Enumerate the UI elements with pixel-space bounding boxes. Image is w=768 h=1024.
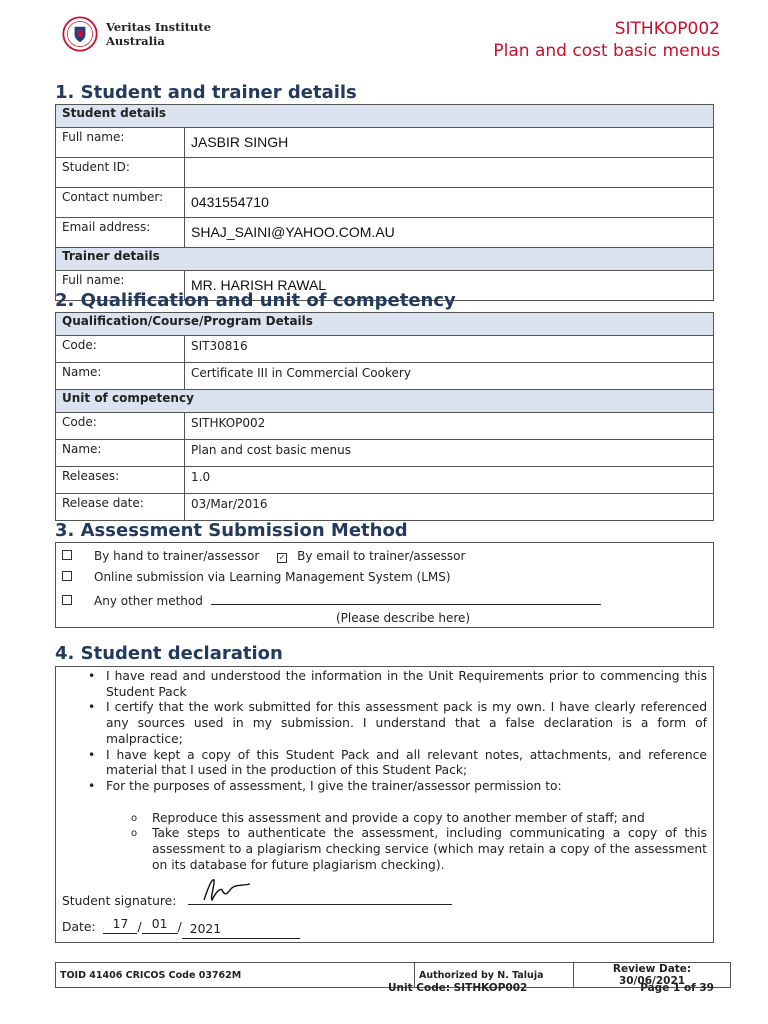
checkbox-other[interactable]	[62, 595, 72, 605]
header-unit-code: SITHKOP002	[614, 19, 720, 39]
releases-value: 1.0	[185, 467, 714, 494]
declaration-item-1: • I have read and understood the information in the Unit Requirements prior to commencing this Student Pack	[56, 669, 713, 700]
footer-unit-code: Unit Code: SITHKOP002	[388, 982, 528, 994]
opt-lms-label: Online submission via Learning Management System (LMS)	[94, 570, 451, 584]
section3-title: 3. Assessment Submission Method	[55, 520, 408, 541]
qual-code-label: Code:	[56, 336, 185, 363]
section1-title: 1. Student and trainer details	[55, 82, 357, 103]
opt-other-label: Any other method	[94, 594, 203, 608]
student-trainer-table	[55, 104, 714, 301]
qual-name-label: Name:	[56, 363, 185, 390]
declaration-item-3: • I have kept a copy of this Student Pack and all relevant notes, attachments, and reference material that I used in the production of this Student Pack;	[56, 748, 713, 779]
unit-code-value: SITHKOP002	[185, 413, 714, 440]
qualification-heading: Qualification/Course/Program Details	[56, 313, 714, 336]
permission-item-1: o Reproduce this assessment and provide a copy to another member of staff; and	[56, 811, 713, 827]
qual-code-value: SIT30816	[185, 336, 714, 363]
org-name-line1: Veritas Institute	[106, 20, 212, 34]
footer-toid: TOID 41406 CRICOS Code 03762M	[56, 963, 415, 988]
date-year-field[interactable]: 2021	[182, 922, 300, 939]
footer-page-number: Page 1 of 39	[640, 982, 714, 994]
submission-method-box	[55, 542, 714, 628]
signature-field[interactable]	[188, 890, 452, 905]
declaration-box: • I have read and understood the information in the Unit Requirements prior to commencing this Student Pack • I certify that the work submitted for this assessment pack is my own. I have clearly referenced any sources used in my submission. I understand that a false declaration is a form of malpractice; • I have kept a copy of this Student Pack and all relevant notes, attachments, and reference material that I used in the production of this Student Pack; • For the purposes of assessment, I give the trainer/assessor permission to: o Reproduce this assessment and provide a copy to another member of staff; and o Take steps to authenticate the assessment, including communicating a copy of this assessment to a plagiarism checking service (which may retain a copy of the assessment on its database for future plagiarism checking). Student signature: Date: 17 / 01 / 2021	[55, 666, 714, 943]
student-details-heading: Student details	[56, 105, 714, 128]
full-name-field[interactable]: JASBIR SINGH	[185, 128, 714, 158]
trainer-details-heading: Trainer details	[56, 248, 714, 271]
footer-authorized: Authorized by N. Taluja	[415, 963, 574, 988]
full-name-label: Full name:	[56, 128, 185, 158]
qualification-table	[55, 312, 714, 521]
opt-by-email-label: By email to trainer/assessor	[297, 549, 466, 563]
trainer-name-label: Full name:	[56, 271, 185, 301]
student-id-field[interactable]	[185, 158, 714, 188]
contact-number-field[interactable]: 0431554710	[185, 188, 714, 218]
release-date-label: Release date:	[56, 494, 185, 521]
email-field[interactable]: SHAJ_SAINI@YAHOO.COM.AU	[185, 218, 714, 248]
checkbox-lms[interactable]	[62, 571, 72, 581]
document-header	[493, 18, 720, 62]
permission-item-2: o Take steps to authenticate the assessment, including communicating a copy of this assessment to a plagiarism checking service (which may retain a copy of the assessment on its database for future plagiarism checking).	[56, 826, 713, 873]
checkbox-by-email[interactable]: ✓	[278, 553, 286, 562]
describe-hint: (Please describe here)	[336, 611, 471, 625]
section2-title: 2. Qualification and unit of competency	[55, 290, 456, 311]
date-day-field[interactable]: 17	[103, 917, 137, 934]
unit-code-label: Code:	[56, 413, 185, 440]
unit-name-value: Plan and cost basic menus	[185, 440, 714, 467]
header-unit-title: Plan and cost basic menus	[493, 41, 720, 61]
qual-name-value: Certificate III in Commercial Cookery	[185, 363, 714, 390]
other-method-input[interactable]	[211, 592, 601, 605]
signature-image	[198, 874, 258, 904]
unit-heading: Unit of competency	[56, 390, 714, 413]
release-date-value: 03/Mar/2016	[185, 494, 714, 521]
declaration-item-4: • For the purposes of assessment, I give the trainer/assessor permission to:	[56, 779, 713, 795]
footer-review-date: Review Date: 30/06/2021	[574, 963, 731, 988]
opt-by-hand-label: By hand to trainer/assessor	[94, 549, 260, 563]
releases-label: Releases:	[56, 467, 185, 494]
unit-name-label: Name:	[56, 440, 185, 467]
contact-number-label: Contact number:	[56, 188, 185, 218]
org-name-line2: Australia	[106, 34, 165, 48]
declaration-item-2: • I certify that the work submitted for this assessment pack is my own. I have clearly referenced any sources used in my submission. I understand that a false declaration is a form of malpractice;	[56, 700, 713, 747]
date-month-field[interactable]: 01	[142, 917, 178, 934]
trainer-name-field[interactable]: MR. HARISH RAWAL	[185, 271, 714, 301]
institute-logo	[62, 16, 211, 52]
crest-logo-icon	[62, 16, 98, 52]
email-label: Email address:	[56, 218, 185, 248]
checkbox-by-hand[interactable]	[62, 550, 72, 560]
signature-label: Student signature:	[62, 894, 177, 908]
student-id-label: Student ID:	[56, 158, 185, 188]
date-label: Date:	[62, 920, 96, 934]
section4-title: 4. Student declaration	[55, 643, 283, 664]
